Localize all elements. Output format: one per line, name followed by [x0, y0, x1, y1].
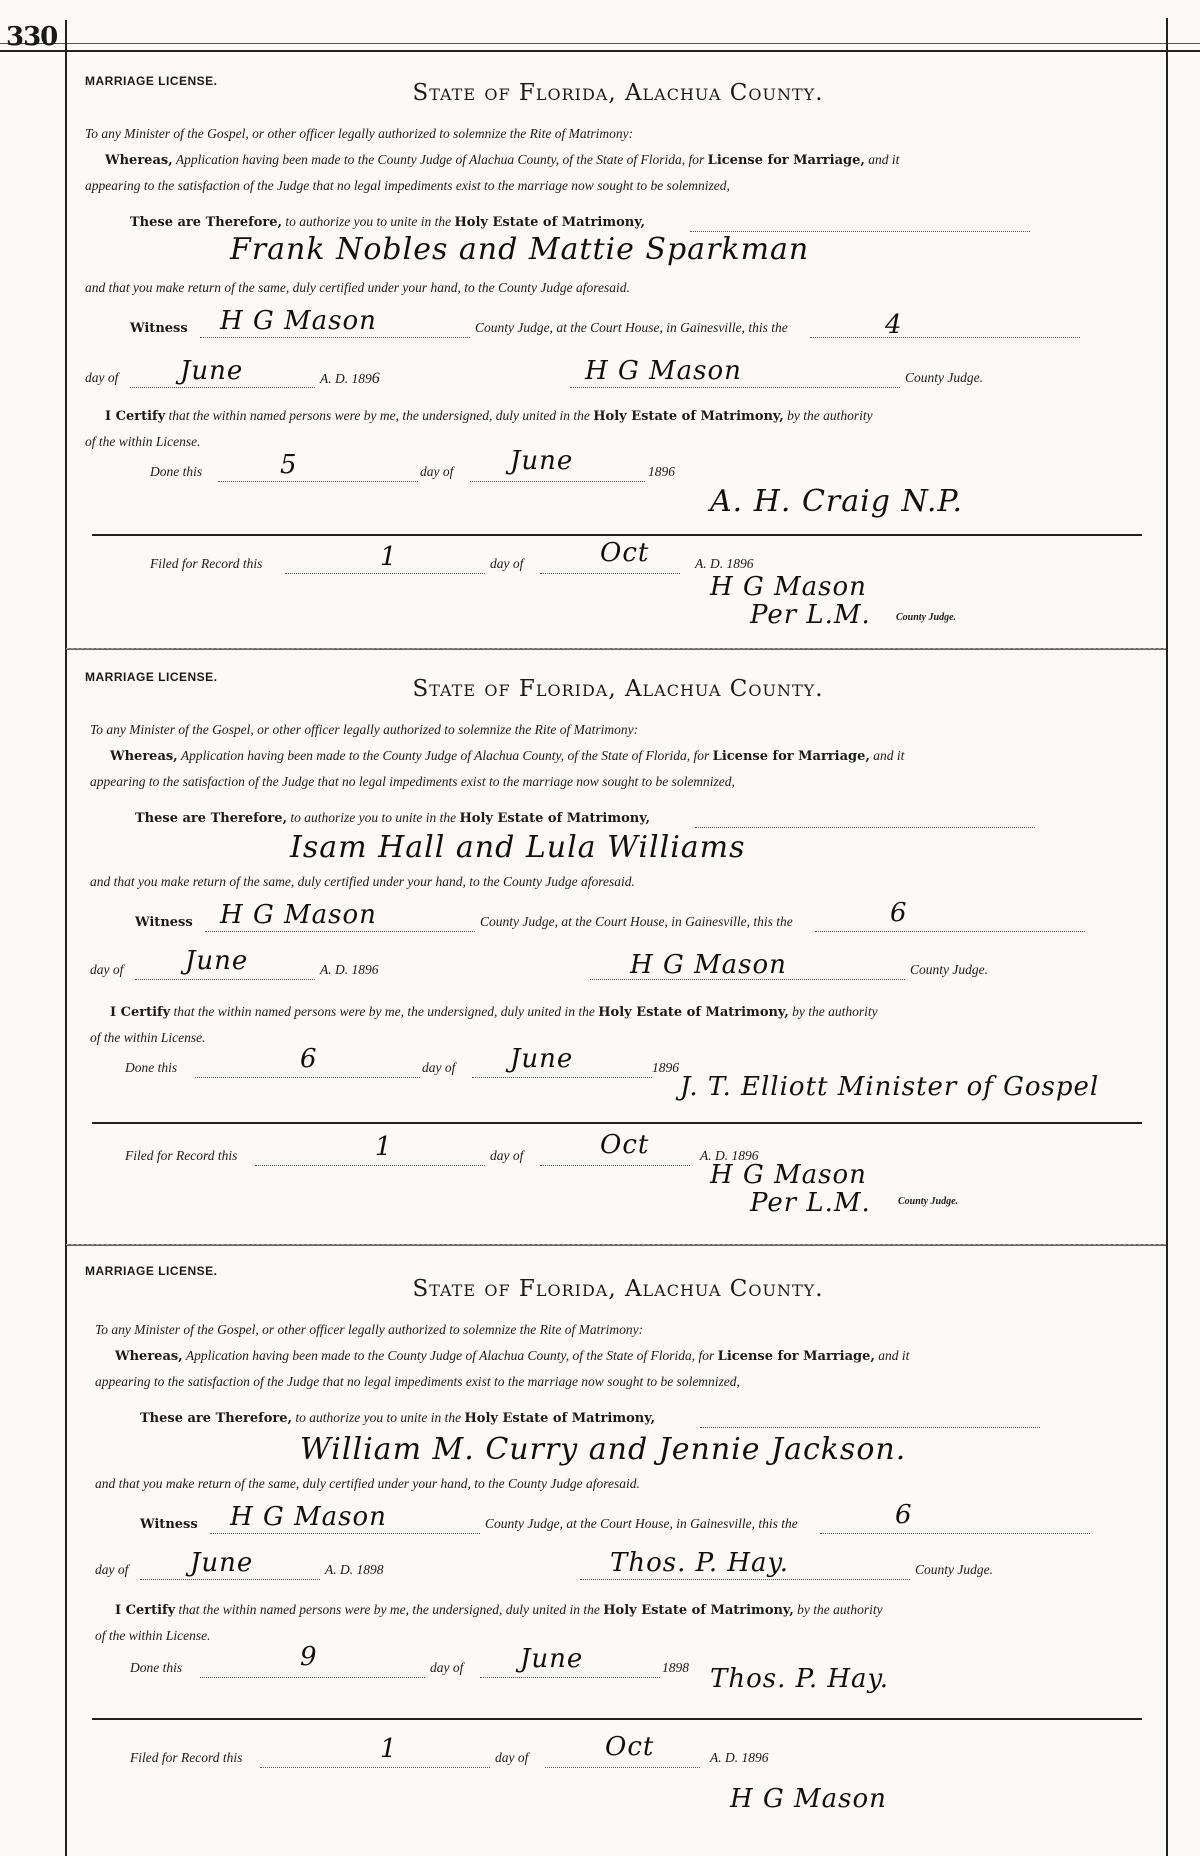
return-line: and that you make return of the same, duly certified under your hand, to the County Judge aforesaid. [90, 874, 635, 889]
license-phrase: License for Marriage, [712, 749, 870, 764]
license-3 [70, 1256, 1166, 1856]
done-day: 5 [280, 450, 298, 480]
whereas-text: Application having been made to the County Judge of Alachua County, of the State of Florida, for [180, 748, 710, 763]
license-1 [70, 66, 1166, 630]
fill-line [470, 480, 645, 482]
filed-for-record: Filed for Record this [150, 556, 263, 571]
done-this: Done this [150, 464, 203, 479]
certify-word: I Certify [110, 1005, 171, 1020]
officiant-signature: A. H. Craig N.P. [710, 484, 963, 519]
judge-signature: H G Mason [630, 950, 787, 980]
fill-line [140, 1578, 320, 1580]
witness-word: Witness [130, 321, 188, 336]
section-divider [66, 1244, 1166, 1246]
done-day-of: day of [430, 1660, 464, 1675]
certify-text: that the within named persons were by me, the undersigned, duly united in the [173, 1004, 595, 1019]
line-to-minister: To any Minister of the Gospel, or other officer legally authorized to solemnize the Rite of Matrimony: [85, 126, 634, 141]
whereas-word: Whereas, [105, 153, 173, 168]
done-day: 9 [300, 1642, 318, 1672]
filed-ad-year: A. D. 1896 [700, 1148, 759, 1163]
line-to-minister: To any Minister of the Gospel, or other officer legally authorized to solemnize the Rite of Matrimony: [90, 722, 639, 737]
day-of: day of [90, 962, 124, 977]
fill-line [480, 1676, 660, 1678]
holy-estate: Holy Estate of Matrimony, [464, 1411, 656, 1426]
filed-day: 1 [380, 542, 398, 572]
witness-word: Witness [135, 915, 193, 930]
whereas-word: Whereas, [110, 749, 178, 764]
certify-line [115, 1602, 883, 1618]
and-it: and it [873, 748, 905, 763]
certify-text: that the within named persons were by me, the undersigned, duly united in the [168, 408, 590, 423]
month: June [190, 1548, 254, 1578]
officiant-signature: Thos. P. Hay. [710, 1664, 890, 1694]
officiant-signature: J. T. Elliott Minister of Gospel [680, 1072, 1100, 1102]
done-year: 1896 [652, 1060, 679, 1075]
witness-signature: H G Mason [220, 900, 377, 930]
fill-line [570, 386, 900, 388]
fill-line [810, 336, 1080, 338]
done-month: June [510, 1044, 574, 1074]
license-phrase: License for Marriage, [717, 1349, 875, 1364]
done-year: 1898 [662, 1660, 689, 1675]
fill-line [700, 1426, 1040, 1428]
certify-word: I Certify [115, 1603, 176, 1618]
and-it: and it [878, 1348, 910, 1363]
witness-signature: H G Mason [220, 306, 377, 336]
fill-line [210, 1532, 480, 1534]
fill-line [255, 1164, 485, 1166]
certify-word: I Certify [105, 409, 166, 424]
witness-text: County Judge, at the Court House, in Gainesville, this the [480, 914, 793, 929]
holy-estate: Holy Estate of Matrimony, [603, 1603, 794, 1618]
day-number: 4 [885, 310, 903, 340]
month: June [185, 946, 249, 976]
filed-ad-year: A. D. 1896 [695, 556, 754, 571]
separator-line [92, 1122, 1142, 1124]
filed-month: Oct [600, 1130, 650, 1160]
judge-signature: H G Mason [585, 356, 742, 386]
license-label: MARRIAGE LICENSE. [85, 670, 218, 684]
fill-line [195, 1076, 420, 1078]
and-it: and it [868, 152, 900, 167]
of-within-license: of the within License. [95, 1628, 211, 1643]
fill-line [820, 1532, 1090, 1534]
fill-line [545, 1766, 700, 1768]
filed-month: Oct [600, 538, 650, 568]
filed-county-judge: County Judge. [896, 612, 957, 623]
day-of: day of [95, 1562, 129, 1577]
holy-estate: Holy Estate of Matrimony, [454, 215, 646, 230]
whereas-text: Application having been made to the County Judge of Alachua County, of the State of Florida, for [175, 152, 705, 167]
holy-estate: Holy Estate of Matrimony, [593, 409, 784, 424]
done-year: 1896 [648, 464, 675, 479]
done-month: June [520, 1644, 584, 1674]
license-title: State of Florida, Alachua County. [412, 80, 824, 106]
authorize-text: to authorize you to unite in the [290, 810, 457, 825]
whereas-word: Whereas, [115, 1349, 183, 1364]
filed-for-record: Filed for Record this [130, 1750, 243, 1765]
fill-line [200, 336, 470, 338]
these-are-line [130, 214, 645, 230]
filed-county-judge: County Judge. [898, 1196, 959, 1207]
license-label: MARRIAGE LICENSE. [85, 74, 218, 88]
filed-day-of: day of [495, 1750, 529, 1765]
fill-line [260, 1766, 490, 1768]
section-divider [66, 648, 1166, 650]
witness-text: County Judge, at the Court House, in Gainesville, this the [475, 320, 788, 335]
return-line: and that you make return of the same, duly certified under your hand, to the County Judge aforesaid. [95, 1476, 640, 1491]
done-day: 6 [300, 1044, 318, 1074]
witness-signature: H G Mason [230, 1502, 387, 1532]
filed-per: Per L.M. [750, 1188, 871, 1218]
right-margin-rule [1166, 18, 1168, 1856]
certify-end: by the authority [787, 408, 873, 423]
whereas-text: Application having been made to the County Judge of Alachua County, of the State of Florida, for [185, 1348, 715, 1363]
month: June [180, 356, 244, 386]
done-this: Done this [130, 1660, 183, 1675]
done-this: Done this [125, 1060, 178, 1075]
top-rule [0, 50, 1200, 52]
fill-line [695, 826, 1035, 828]
couple-names: Isam Hall and Lula Williams [290, 830, 746, 865]
ad-year: A. D. 1898 [325, 1562, 384, 1577]
fill-line [590, 978, 905, 980]
filed-day-of: day of [490, 1148, 524, 1163]
of-within-license: of the within License. [85, 434, 201, 449]
day-number: 6 [890, 898, 908, 928]
couple-names: William M. Curry and Jennie Jackson. [300, 1432, 907, 1467]
line-to-minister: To any Minister of the Gospel, or other officer legally authorized to solemnize the Rite of Matrimony: [95, 1322, 644, 1337]
filed-signature: H G Mason [710, 572, 867, 602]
license-label: MARRIAGE LICENSE. [85, 1264, 218, 1278]
appearing-line: appearing to the satisfaction of the Judge that no legal impediments exist to the marriage now sought to be solemnized, [95, 1374, 740, 1389]
witness-word: Witness [140, 1517, 198, 1532]
page-number: 330 [6, 22, 58, 52]
these-are-line [140, 1410, 655, 1426]
fill-line [815, 930, 1085, 932]
county-judge: County Judge. [915, 1562, 993, 1577]
filed-per: Per L.M. [750, 600, 871, 630]
county-judge: County Judge. [910, 962, 988, 977]
filed-signature: H G Mason [730, 1784, 887, 1814]
these-are-line [135, 810, 650, 826]
fill-line [130, 386, 315, 388]
these-are: These are Therefore, [130, 215, 283, 230]
filed-ad-year: A. D. 1896 [710, 1750, 769, 1765]
license-2 [70, 660, 1166, 1220]
filed-for-record: Filed for Record this [125, 1148, 238, 1163]
appearing-line: appearing to the satisfaction of the Judge that no legal impediments exist to the marriage now sought to be solemnized, [85, 178, 730, 193]
authorize-text: to authorize you to unite in the [295, 1410, 462, 1425]
authorize-text: to authorize you to unite in the [285, 214, 452, 229]
appearing-line: appearing to the satisfaction of the Judge that no legal impediments exist to the marriage now sought to be solemnized, [90, 774, 735, 789]
certify-end: by the authority [797, 1602, 883, 1617]
fill-line [540, 572, 680, 574]
county-judge: County Judge. [905, 370, 983, 385]
separator-line [92, 534, 1142, 536]
whereas-line [110, 748, 904, 764]
filed-signature: H G Mason [710, 1160, 867, 1190]
judge-signature: Thos. P. Hay. [610, 1548, 790, 1578]
done-month: June [510, 446, 574, 476]
certify-end: by the authority [792, 1004, 878, 1019]
fill-line [205, 930, 475, 932]
fill-line [135, 978, 315, 980]
fill-line [285, 572, 485, 574]
separator-line [92, 1718, 1142, 1720]
filed-day: 1 [375, 1132, 393, 1162]
ad-year: A. D. 1896 [320, 962, 379, 977]
left-margin-rule [65, 20, 67, 1856]
license-title: State of Florida, Alachua County. [412, 1276, 824, 1302]
holy-estate: Holy Estate of Matrimony, [598, 1005, 789, 1020]
done-day-of: day of [422, 1060, 456, 1075]
ad-year: A. D. 1896 [320, 370, 380, 387]
filed-day: 1 [380, 1734, 398, 1764]
filed-month: Oct [605, 1732, 655, 1762]
fill-line [472, 1076, 652, 1078]
certify-text: that the within named persons were by me, the undersigned, duly united in the [178, 1602, 600, 1617]
holy-estate: Holy Estate of Matrimony, [459, 811, 651, 826]
fill-line [580, 1578, 910, 1580]
top-rule-thin [0, 43, 1200, 44]
fill-line [200, 1676, 425, 1678]
day-number: 6 [895, 1500, 913, 1530]
these-are: These are Therefore, [140, 1411, 293, 1426]
whereas-line [105, 152, 899, 168]
done-day-of: day of [420, 464, 454, 479]
couple-names: Frank Nobles and Mattie Sparkman [230, 232, 810, 267]
witness-text: County Judge, at the Court House, in Gainesville, this the [485, 1516, 798, 1531]
fill-line [540, 1164, 690, 1166]
license-phrase: License for Marriage, [707, 153, 865, 168]
whereas-line [115, 1348, 909, 1364]
of-within-license: of the within License. [90, 1030, 206, 1045]
certify-line [110, 1004, 878, 1020]
filed-day-of: day of [490, 556, 524, 571]
certify-line [105, 408, 873, 424]
day-of: day of [85, 370, 119, 385]
return-line: and that you make return of the same, duly certified under your hand, to the County Judge aforesaid. [85, 280, 630, 295]
these-are: These are Therefore, [135, 811, 288, 826]
license-title: State of Florida, Alachua County. [412, 676, 824, 702]
fill-line [218, 480, 418, 482]
